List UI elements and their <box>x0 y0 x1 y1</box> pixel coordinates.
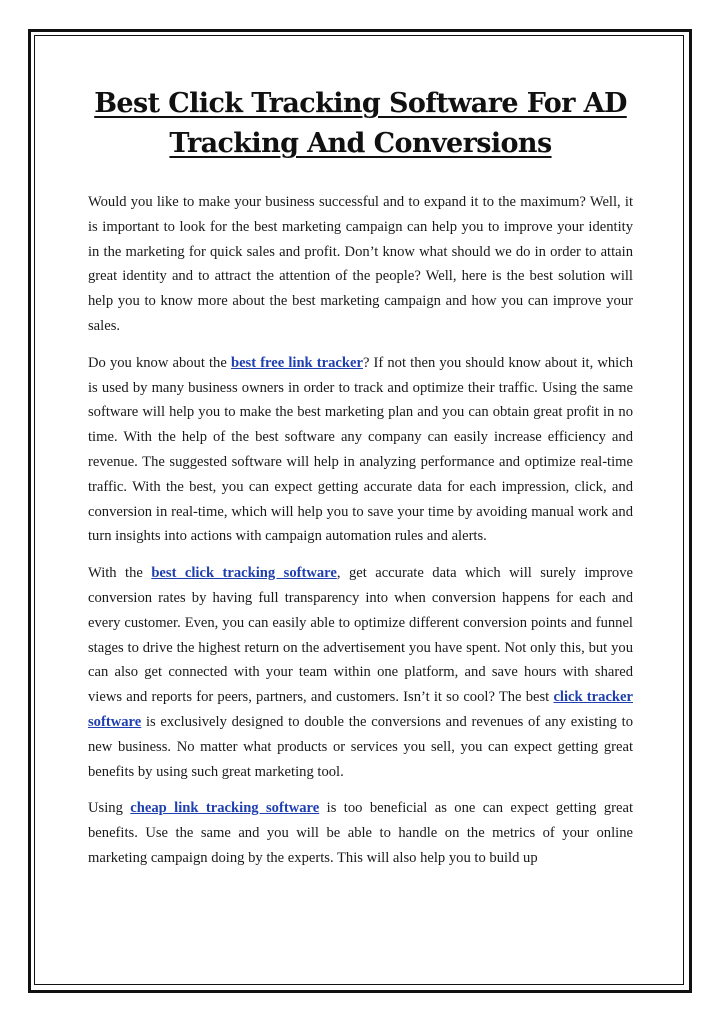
paragraph-text: Would you like to make your business successful and to expand it to the maximum? Well, it is important to look for the best marketing campaign can help you to improve your identity in the marketing for quick sales and profit. Don’t know what should we do in order to attain great identity and to attract the attention of the people? Well, here is the best solution will help you to know more about the best marketing campaign and how you can improve your sales. <box>88 194 633 334</box>
link-click-tracker-software[interactable]: click tracker software <box>88 689 633 730</box>
paragraph-intro <box>88 190 633 339</box>
document-body <box>88 84 633 883</box>
paragraph-click-tracking <box>88 561 633 784</box>
document-title: Best Click Tracking Software For AD Tracking And Conversions <box>94 88 627 159</box>
paragraph-text: , get accurate data which will surely improve conversion rates by having full transparency into when conversion happens for each and every customer. Even, you can easily able to optimize different conversion points and funnel stages to drive the highest return on the advertisement you have spent. Not only this, but you can also get connected with your team within one platform, and save hours with shared views and reports for peers, partners, and customers. Isn’t it so cool? The best <box>88 565 633 706</box>
link-best-click-tracking-software[interactable]: best click tracking software <box>151 565 337 582</box>
link-best-free-link-tracker[interactable]: best free link tracker <box>230 354 363 371</box>
paragraph-text: With the <box>88 565 152 582</box>
paragraph-text: ? If not then you should know about it, which is used by many business owners in order to track and optimize their traffic. Using the same software will help you to make the best marketing plan and you can obtain great profit in no time. With the help of the best software any company can easily increase efficiency and revenue. The suggested software will help in analyzing performance and optimize real-time traffic. With the best, you can expect getting accurate data for each impression, click, and conversion in real-time, which will help you to save your time by avoiding manual work and turn insights into actions with campaign automation rules and alerts. <box>88 354 633 545</box>
paragraph-cheap-link-tracking <box>88 796 633 870</box>
paragraph-text: is exclusively designed to double the conversions and revenues of any existing to new business. No matter what products or services you sell, you can expect getting great benefits by using such great marketing tool. <box>88 713 633 780</box>
paragraph-text: is too beneficial as one can expect getting great benefits. Use the same and you will be able to handle on the metrics of your online marketing campaign doing by the experts. This will also help you to build up <box>88 800 633 866</box>
link-cheap-link-tracking-software[interactable]: cheap link tracking software <box>130 800 320 817</box>
paragraph-link-tracker <box>88 351 633 549</box>
paragraph-text: Do you know about the <box>88 354 231 371</box>
paragraph-text: Using <box>88 800 131 817</box>
